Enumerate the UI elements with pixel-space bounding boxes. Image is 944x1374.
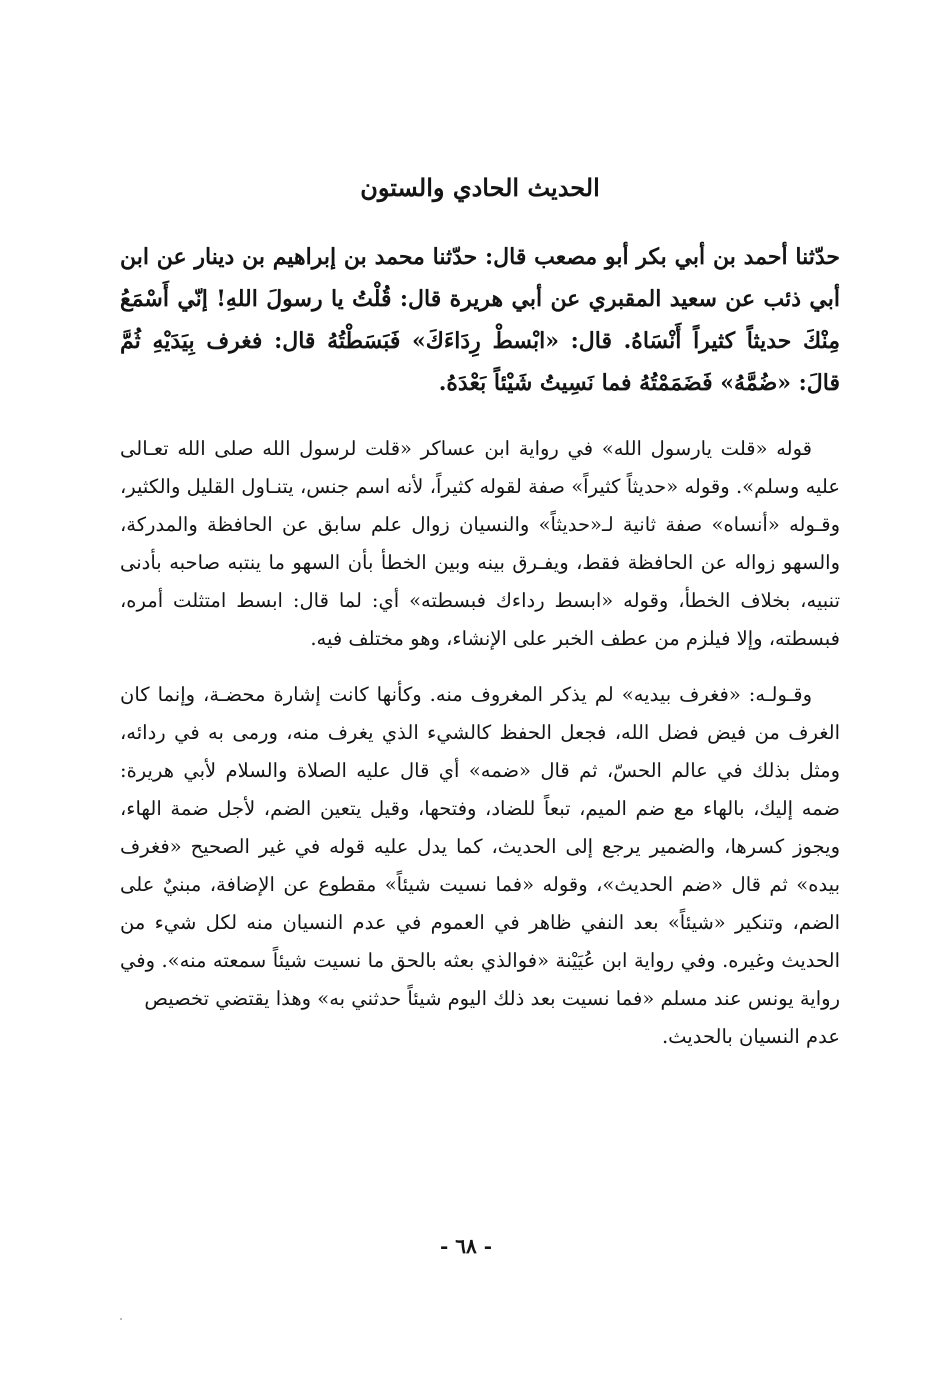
commentary-last-line: عدم النسيان بالحديث.	[661, 1025, 840, 1048]
page-title: الحديث الحادي والستون	[360, 173, 600, 202]
commentary-paragraph-1: قوله «قلت يارسول الله» في رواية ابن عساكر «قلت لرسول الله صلى الله تعـالى عليه وسلم». وقوله «حديثاً كثيراً» صفة لقوله كثيراً، لأنه اسم جنس، يتنـاول القليل والكثير، وقـوله «أنساه» صفة ثانية لـ«حديثاً» والنسيان زوال علم سابق عن الحافظة والمدركة، والسهو زواله عن الحافظة فقط، ويفـرق بينه وبين الخطأ بأن السهو ما ينتبه صاحبه بأدنى تنبيه، بخلاف الخطأ، وقوله «ابسط رداءك فبسطته» أي: لما قال: ابسط امتثلت أمره، فبسطته، وإلا فيلزم من عطف الخبر على الإنشاء، وهو مختلف فيه.	[120, 437, 840, 650]
scan-speck	[120, 1318, 122, 1320]
hadith-text: حدّثنا أحمد بن أبي بكر أبو مصعب قال: حدّثنا محمد بن إبراهيم بن دينار عن ابن أبي ذئب عن سعيد المقبري عن أبي هريرة قال: قُلْتُ يا رسولَ اللهِ! إنّي أَسْمَعُ مِنْكَ حديثاً كثيراً أَنْسَاهُ. قال: «ابْسطْ رِدَاءَكَ» فَبَسَطْتُهُ قال: فغرف بِيَدَيْهِ ثُمَّ قالَ: «ضُمَّهُ» فَضَمَمْتُهُ فما نَسِيتُ شَيْئاً بَعْدَهُ.	[120, 244, 840, 396]
page-number: - ٦٨ -	[440, 1234, 493, 1258]
page-body	[120, 168, 840, 1056]
commentary-paragraph-2: وقـولـه: «فغرف بيديه» لم يذكر المغروف منه. وكأنها كانت إشارة محضـة، وإنما كان الغرف من فيض فضل الله، فجعل الحفظ كالشيء الذي يغرف منه، ورمى به في ردائه، ومثل بذلك في عالم الحسّ، ثم قال «ضمه» أي قال عليه الصلاة والسلام لأبي هريرة: ضمه إليك، بالهاء مع ضم الميم، تبعاً للضاد، وفتحها، وقيل يتعين الضم، لأجل ضمة الهاء، ويجوز كسرها، والضمير يرجع إلى الحديث، كما يدل عليه قوله في غير الصحيح «فغرف بيده» ثم قال «ضم الحديث»، وقوله «فما نسيت شيئاً» مقطوع عن الإضافة، مبنيٌ على الضم، وتنكير «شيئاً» بعد النفي ظاهر في العموم في عدم النسيان منه لكل شيء من الحديث وغيره. وفي رواية ابن عُيَيْنة «فوالذي بعثه بالحق ما نسيت شيئاً سمعته منه». وفي رواية يونس عند مسلم «فما نسيت بعد ذلك اليوم شيئاً حدثني به» وهذا يقتضي تخصيص	[120, 683, 840, 1010]
